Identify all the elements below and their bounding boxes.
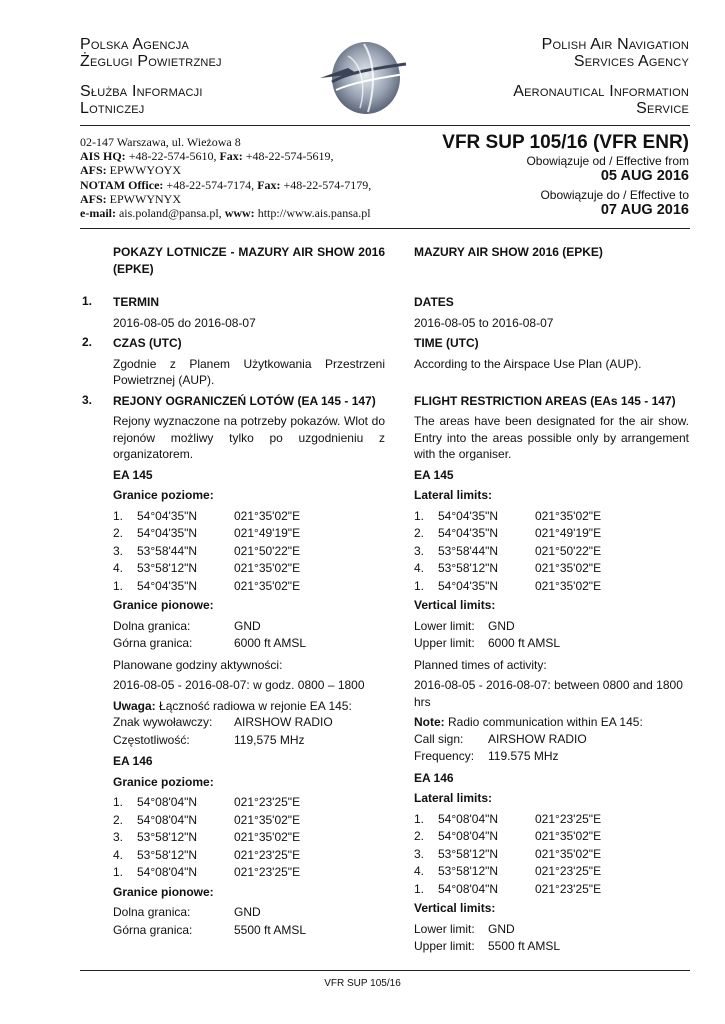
fax-label: Fax: [257,177,281,192]
notam-phone: +48-22-574-7174, [163,177,258,192]
contact-block [80,135,410,220]
coordinates-list [414,811,689,899]
latitude: 53°58'12"N [137,561,198,575]
lower-limit-value: GND [234,618,261,633]
longitude: 021°35'02"E [535,829,602,843]
coordinate-row [414,560,689,578]
point-number: 1. [113,578,124,593]
section-heading: TIME (UTC) [414,336,479,350]
coordinate-row [414,828,689,846]
lower-limit-value: GND [488,921,515,936]
section-heading: CZAS (UTC) [113,336,182,350]
coordinate-row [113,864,385,882]
longitude: 021°35'02"E [535,578,602,593]
email-label: e-mail: [80,206,116,221]
vertical-limits-label: Vertical limits: [414,901,496,915]
latitude: 54°04'35"N [438,508,499,523]
coordinate-row [414,863,689,881]
longitude: 021°35'02"E [535,508,602,523]
point-number: 3. [414,543,425,558]
frequency-label: Frequency: [414,749,475,763]
latitude: 53°58'44"N [438,543,499,558]
doc-title-pl: POKAZY LOTNICZE - MAZURY AIR SHOW 2016 (EPKE) [113,245,385,276]
notam-label: NOTAM Office: [80,177,164,192]
website-link[interactable]: http://www.ais.pansa.pl [254,206,371,221]
area-name: EA 145 [414,467,454,482]
coordinate-row [113,578,385,596]
latitude: 54°04'35"N [137,578,198,593]
coordinate-row [113,525,385,543]
notam-line [80,178,410,192]
upper-limit-value: 5500 ft AMSL [488,939,561,953]
point-number: 1. [414,578,425,593]
coordinate-row [113,847,385,865]
section-number: 2. [82,335,93,349]
longitude: 021°23'25"E [535,864,602,878]
upper-limit-label: Upper limit: [414,636,475,650]
point-number: 2. [113,526,124,540]
point-number: 4. [414,864,425,878]
sup-block [442,132,689,219]
planned-times-value: 2016-08-05 - 2016-08-07: w godz. 0800 – 1800 [113,678,365,692]
fax-label: Fax: [219,149,243,164]
latitude: 54°04'35"N [438,578,499,593]
callsign-label: Znak wywoławczy: [113,715,213,729]
latitude: 54°08'04"N [438,829,499,843]
coordinate-row [414,846,689,864]
contact-divider [80,228,690,229]
note-text: Łączność radiowa w rejonie EA 145: [155,698,352,713]
latitude: 54°08'04"N [137,795,198,809]
longitude: 021°35'02"E [234,508,301,523]
latitude: 53°58'12"N [438,846,499,861]
note-label: Note: [414,715,445,729]
point-number: 1. [113,508,124,523]
frequency-value: 119.575 MHz [488,749,559,763]
lateral-limits-label: Lateral limits: [414,791,493,805]
longitude: 021°50'22"E [535,543,602,558]
longitude: 021°35'02"E [535,561,602,575]
upper-limit-row [113,635,385,653]
ais-hq-phone: +48-22-574-5610, [125,149,220,164]
coordinate-row [113,812,385,830]
area-name: EA 146 [113,754,153,768]
point-number: 3. [414,846,425,861]
coordinate-row [414,578,689,596]
note-label: Uwaga: [113,698,156,713]
latitude: 53°58'44"N [137,543,198,558]
longitude: 021°49'19"E [234,526,301,540]
longitude: 021°50'22"E [234,543,301,558]
upper-limit-row [414,938,689,956]
afs-line [80,163,410,177]
frequency-label: Częstotliwość: [113,732,190,747]
coordinates-list [414,508,689,596]
afs-address: EPWWYNYX [106,191,181,206]
column-polish [113,244,385,939]
planned-times-label: Planowane godziny aktywności: [113,657,283,672]
latitude: 54°04'35"N [137,508,198,523]
agency-name-line: Żeglugi Powietrznej [80,53,222,70]
lower-limit-row [113,904,385,922]
lateral-limits-label: Granice poziome: [113,774,214,789]
upper-limit-label: Upper limit: [414,939,475,953]
agency-name-line: Polska Agencja [80,36,190,53]
notam-fax: +48-22-574-7179, [280,177,372,192]
latitude: 53°58'12"N [137,847,198,862]
vertical-limits-label: Granice pionowe: [113,884,214,899]
callsign-value: AIRSHOW RADIO [488,731,587,746]
ais-hq-line [80,149,410,163]
point-number: 4. [414,561,425,575]
afs-label: AFS: [80,163,107,178]
planned-times-label: Planned times of activity: [414,657,547,672]
coordinate-row [113,543,385,561]
frequency-value: 119,575 MHz [234,732,305,747]
frequency-row [113,732,385,750]
section-text: 2016-08-05 to 2016-08-07 [414,315,554,330]
lower-limit-label: Dolna granica: [113,618,191,633]
longitude: 021°35'02"E [234,561,301,575]
planned-times-value: 2016-08-05 - 2016-08-07: between 0800 and 1800 hrs [414,678,683,709]
callsign-row [113,714,385,732]
afs-label: AFS: [80,191,107,206]
latitude: 53°58'12"N [438,864,499,878]
service-name-line: Lotniczej [80,100,145,117]
service-name-line: Służba Informacji [80,83,203,100]
agency-name-line: Polish Air Navigation [541,36,689,53]
coordinate-row [113,829,385,847]
lower-limit-label: Lower limit: [414,618,475,633]
service-name-line: Service [636,100,689,117]
latitude: 54°08'04"N [438,881,499,896]
point-number: 1. [113,865,124,879]
frequency-row [414,748,689,766]
note-line [113,698,385,715]
longitude: 021°35'02"E [234,812,301,827]
point-number: 4. [113,561,124,575]
section-heading: REJONY OGRANICZEŃ LOTÓW (EA 145 - 147) [113,393,376,408]
coordinate-row [414,525,689,543]
upper-limit-value: 6000 ft AMSL [234,636,307,650]
coordinate-row [414,811,689,829]
latitude: 54°08'04"N [137,812,198,827]
service-name-line: Aeronautical Information [513,83,689,100]
latitude: 54°08'04"N [137,865,198,879]
latitude: 54°08'04"N [438,811,499,826]
latitude: 53°58'12"N [137,830,198,844]
section-text: 2016-08-05 do 2016-08-07 [113,315,256,330]
lower-limit-row [414,921,689,939]
coordinate-row [113,794,385,812]
longitude: 021°35'02"E [234,830,301,844]
agency-name-line: Services Agency [573,53,689,70]
ais-hq-label: AIS HQ: [80,149,126,164]
note-text: Radio communication within EA 145: [444,715,643,729]
effective-from-date: 05 AUG 2016 [600,168,689,184]
area-name: EA 145 [113,467,153,482]
callsign-value: AIRSHOW RADIO [234,715,333,729]
point-number: 1. [113,795,124,809]
point-number: 2. [414,526,425,540]
sup-title: VFR SUP 105/16 (VFR ENR) [442,132,689,153]
column-english [414,244,689,956]
coordinate-row [414,543,689,561]
effective-to-label: Obowiązuje do / Effective to [540,188,689,202]
point-number: 3. [113,830,124,844]
effective-to-date: 07 AUG 2016 [600,202,689,218]
upper-limit-row [113,922,385,940]
lower-limit-value: GND [234,905,261,919]
coordinate-row [414,881,689,899]
www-label: www: [224,206,255,221]
upper-limit-label: Górna granica: [113,922,193,937]
upper-limit-value: 5500 ft AMSL [234,922,307,937]
coordinate-row [113,560,385,578]
ais-hq-fax: +48-22-574-5619, [242,149,334,164]
agency-name-pl [80,36,320,117]
coordinate-row [414,508,689,526]
callsign-row [414,731,689,749]
upper-limit-row [414,635,689,653]
lateral-limits-label: Lateral limits: [414,488,493,502]
point-number: 2. [414,829,425,843]
latitude: 53°58'12"N [438,561,499,575]
point-number: 4. [113,847,124,862]
point-number: 2. [113,812,124,827]
afs-line [80,192,410,206]
callsign-label: Call sign: [414,731,464,746]
longitude: 021°23'25"E [535,811,602,826]
longitude: 021°23'25"E [234,847,301,862]
section-heading: FLIGHT RESTRICTION AREAS (EAs 145 - 147) [414,393,676,408]
upper-limit-label: Górna granica: [113,636,193,650]
point-number: 1. [414,508,425,523]
effective-from-label: Obowiązuje od / Effective from [526,154,689,168]
vertical-limits-label: Granice pionowe: [113,598,214,612]
point-number: 1. [414,881,425,896]
lateral-limits-label: Granice poziome: [113,488,214,502]
lower-limit-row [113,618,385,636]
longitude: 021°23'25"E [535,881,602,896]
coordinates-list [113,508,385,596]
lower-limit-value: GND [488,618,515,633]
footer-divider [80,970,690,971]
longitude: 021°49'19"E [535,526,602,540]
section-heading: DATES [414,295,454,309]
longitude: 021°35'02"E [234,578,301,593]
coordinates-list [113,794,385,882]
longitude: 021°35'02"E [535,846,602,861]
page-footer: VFR SUP 105/16 [324,978,401,989]
section-text: Zgodnie z Planem Użytkowania Przestrzeni Powietrznej (AUP). [113,356,385,387]
section-heading: TERMIN [113,295,159,309]
email-line [80,206,410,220]
upper-limit-value: 6000 ft AMSL [488,636,561,650]
vertical-limits-label: Vertical limits: [414,598,496,612]
section-text: According to the Airspace Use Plan (AUP). [414,356,642,371]
pansa-logo [318,38,410,118]
coordinate-row [113,508,385,526]
section-number: 3. [82,393,93,407]
afs-address: EPWWYOYX [106,163,181,178]
address: 02-147 Warszawa, ul. Wieżowa 8 [80,135,241,149]
section-text: Rejony wyznaczone na potrzeby pokazów. Wlot do rejonów możliwy tylko po uzgodnieniu z organizatorem. [113,414,385,461]
area-name: EA 146 [414,770,454,785]
lower-limit-row [414,618,689,636]
point-number: 1. [414,811,425,826]
agency-name-en [449,36,689,117]
longitude: 021°23'25"E [234,795,301,809]
section-text: The areas have been designated for the air show. Entry into the areas possible only by arrangement with the organiser. [414,414,689,461]
lower-limit-label: Lower limit: [414,921,475,936]
header-divider [80,125,690,126]
point-number: 3. [113,543,124,558]
note-line [414,714,689,731]
doc-title-en: MAZURY AIR SHOW 2016 (EPKE) [414,245,603,259]
longitude: 021°23'25"E [234,865,301,879]
email-link[interactable]: ais.poland@pansa.pl, [115,206,225,221]
latitude: 54°04'35"N [438,526,499,540]
latitude: 54°04'35"N [137,526,198,540]
lower-limit-label: Dolna granica: [113,905,191,919]
section-number: 1. [82,294,93,308]
